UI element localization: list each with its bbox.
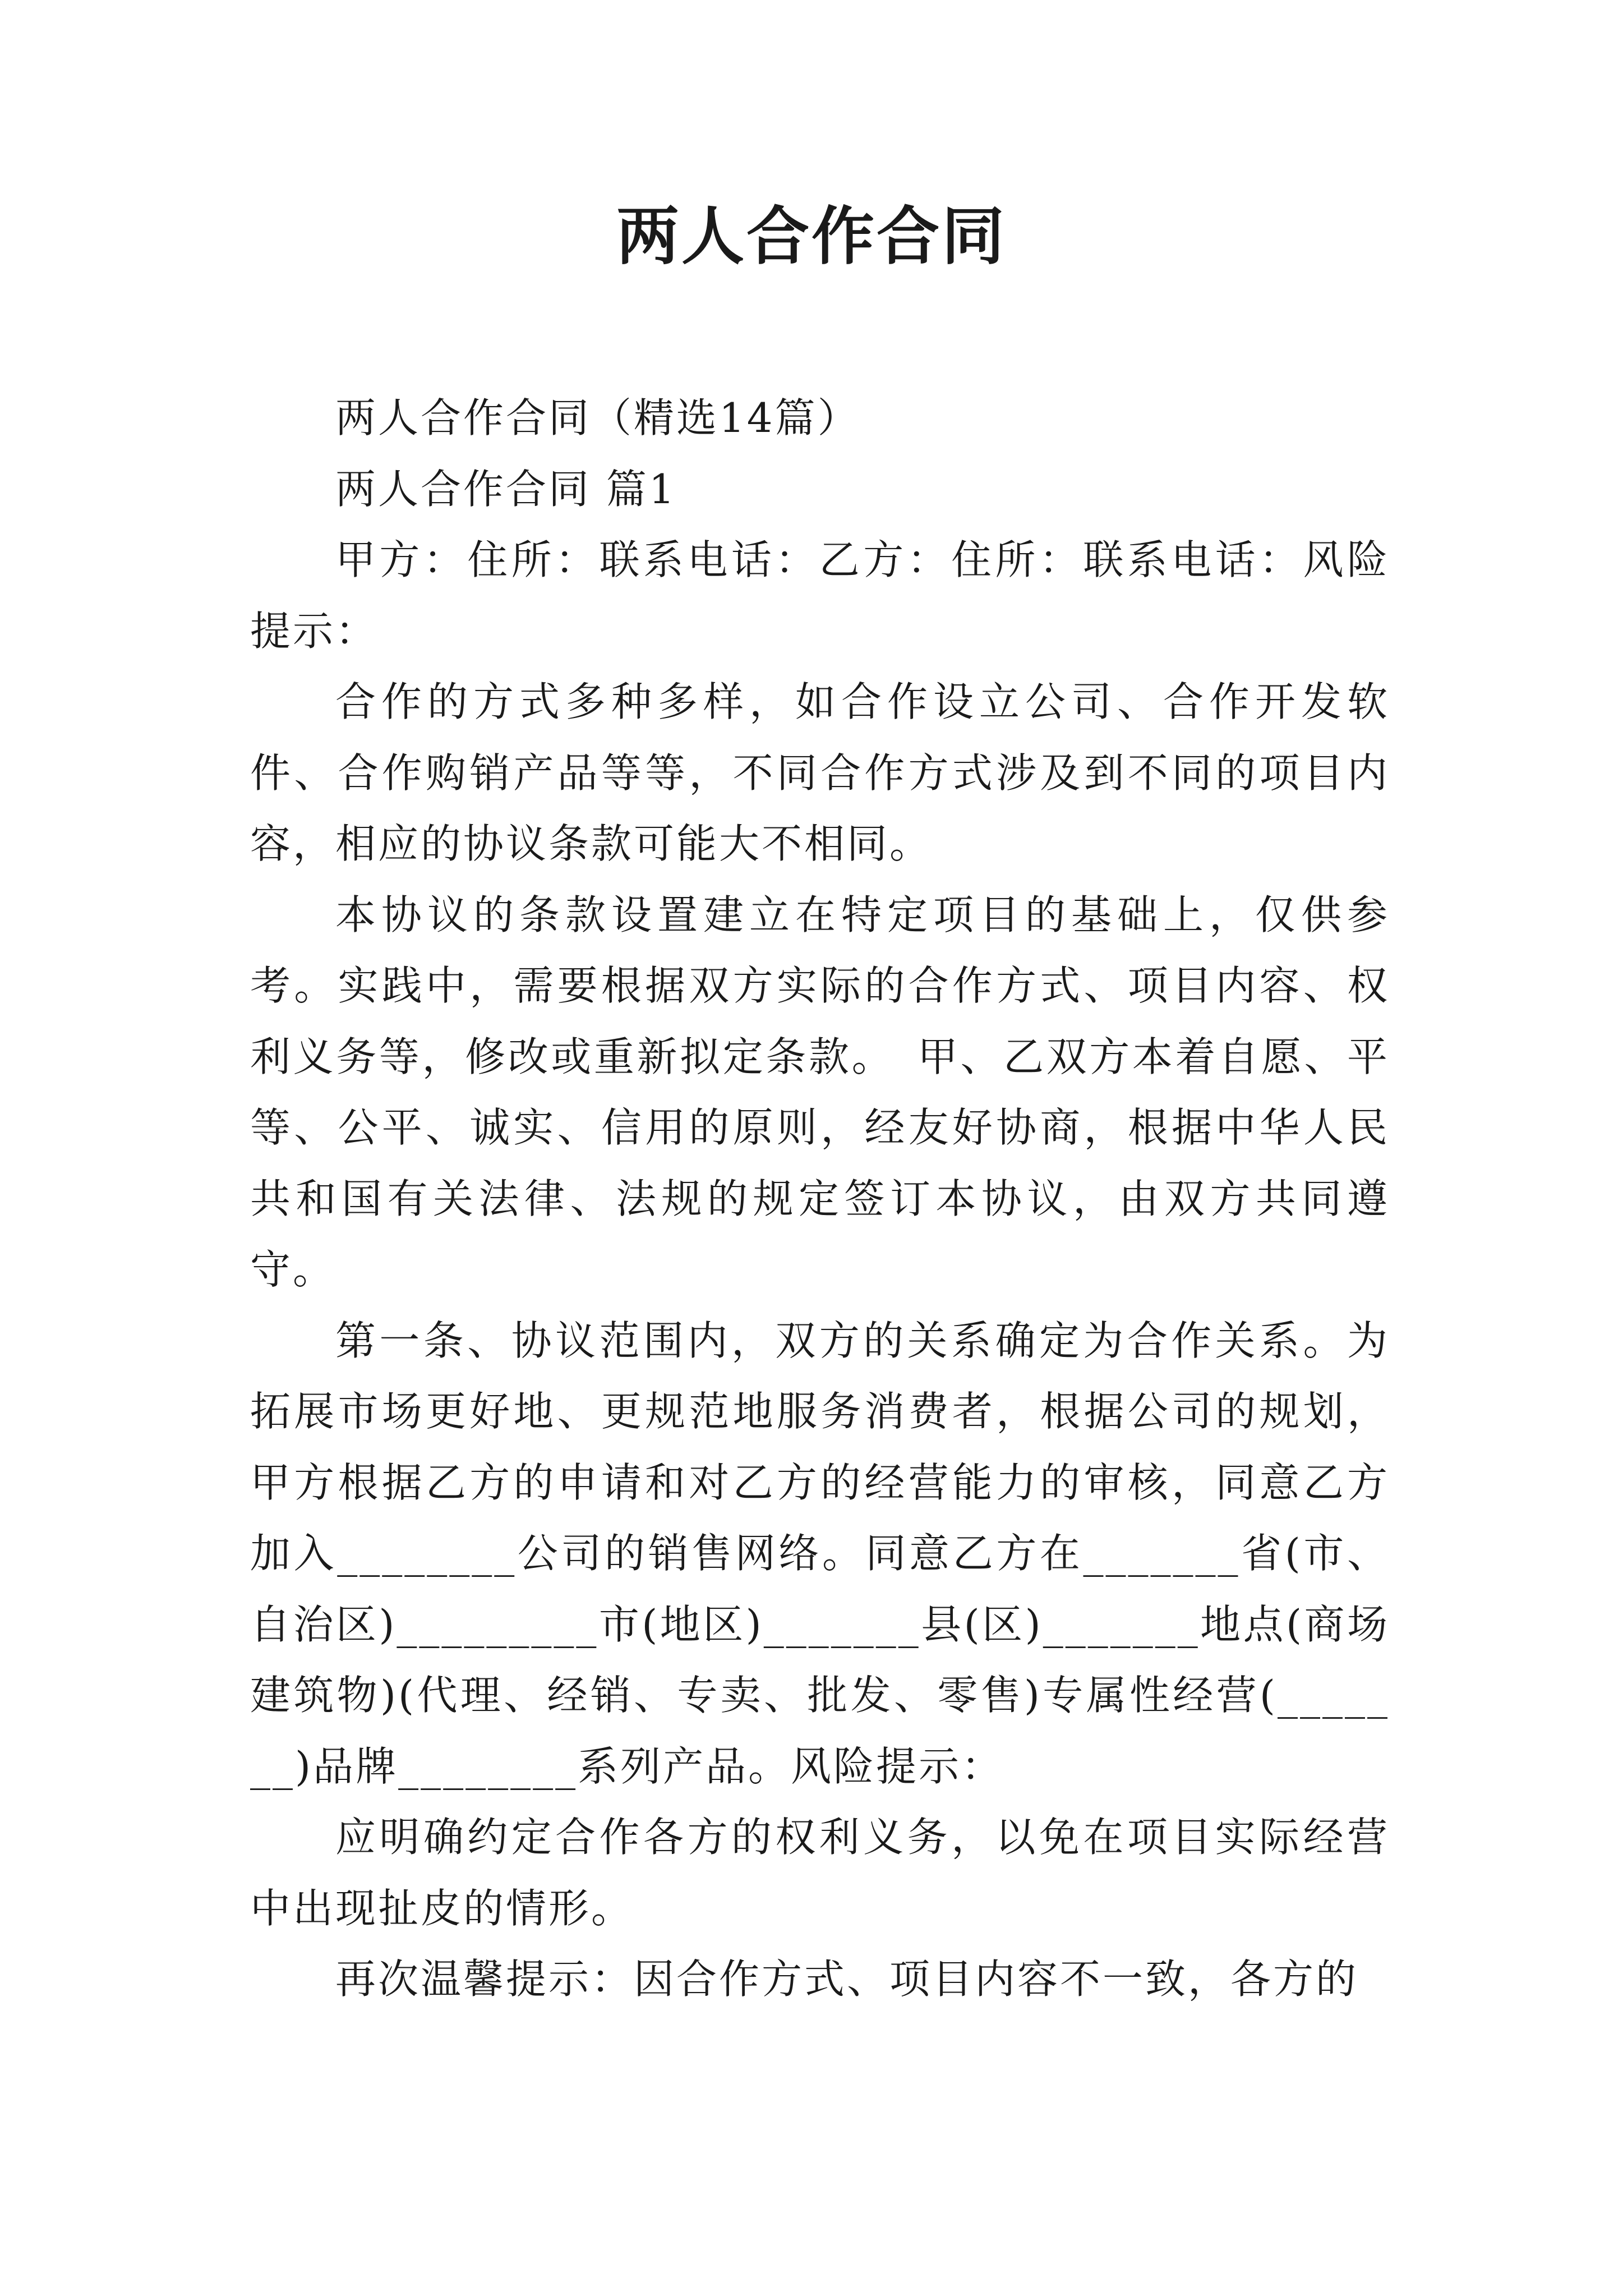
paragraph-article-one: 第一条、协议范围内，双方的关系确定为合作关系。为拓展市场更好地、更规范地服务消费者，根据公司的规划，甲方根据乙方的申请和对乙方的经营能力的审核，同意乙方加入________公司的销售网络。同意乙方在_______省(市、自治区)_________市(地区)_______县(区)_______地点(商场建筑物)(代理、经销、专卖、批发、零售)专属性经营(_______)品牌________系列产品。风险提示： bbox=[250, 1317, 1390, 1790]
paragraph-rights-obligations: 应明确约定合作各方的权利义务，以免在项目实际经营中出现扯皮的情形。 bbox=[250, 1814, 1390, 1932]
paragraph-agreement-basis: 本协议的条款设置建立在特定项目的基础上，仅供参考。实践中，需要根据双方实际的合作方式、项目内容、权利义务等，修改或重新拟定条款。 甲、乙双方本着自愿、平等、公平、诚实、信用的原则，经友好协商，根据中华人民共和国有关法律、法规的规定签订本协议，由双方共同遵守。 bbox=[250, 891, 1390, 1293]
paragraph-reminder: 再次温馨提示：因合作方式、项目内容不一致，各方的 bbox=[335, 1955, 1359, 2003]
paragraph-subtitle: 两人合作合同（精选14篇） bbox=[335, 394, 860, 441]
document-body bbox=[250, 383, 1390, 2015]
paragraph-cooperation-methods: 合作的方式多种多样，如合作设立公司、合作开发软件、合作购销产品等等，不同合作方式涉及到不同的项目内容，相应的协议条款可能大不相同。 bbox=[250, 678, 1390, 867]
paragraph-section-heading: 两人合作合同 篇1 bbox=[335, 465, 677, 513]
paragraph-parties: 甲方：住所：联系电话：乙方：住所：联系电话：风险提示： bbox=[250, 536, 1390, 655]
document-title: 两人合作合同 bbox=[616, 200, 1007, 273]
